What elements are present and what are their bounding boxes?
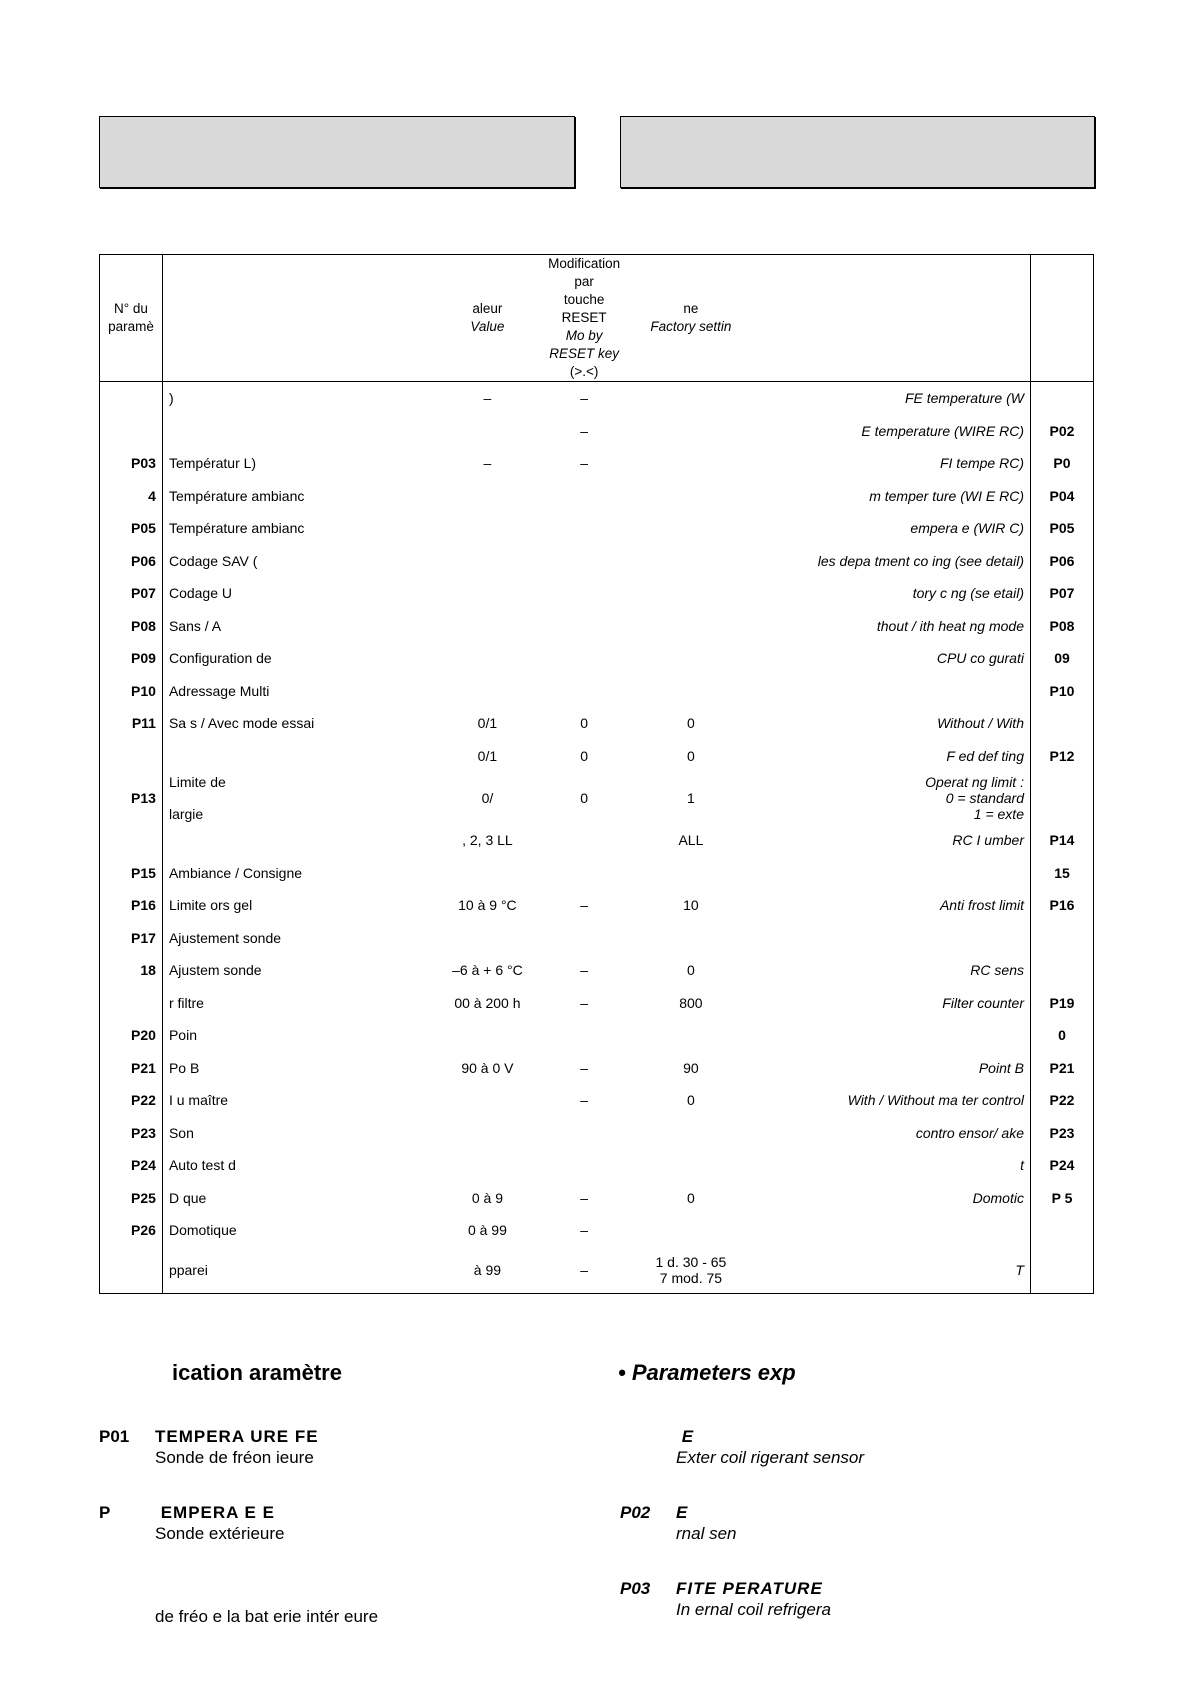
cell-param-id: P02 <box>1030 415 1093 448</box>
cell-description-fr: Adressage Multi <box>168 682 270 699</box>
cell-param-number: P10 <box>100 675 163 708</box>
cell-factory-setting: ALL <box>678 832 704 849</box>
cell-modification: – <box>580 1092 588 1109</box>
header-factory-en: Factory settin <box>650 319 732 334</box>
cell-factory-setting <box>635 1117 747 1150</box>
cell-param-number: P22 <box>100 1084 163 1117</box>
cell-factory-setting <box>635 480 747 513</box>
cell-description-fr: Température ambianc <box>168 487 305 504</box>
cell-description-fr: Limite de largie <box>168 774 226 822</box>
table-row <box>100 1117 1094 1150</box>
cell-description-en: les depa tment co ing (see detail) <box>817 552 1024 569</box>
param-code: P <box>99 1503 111 1522</box>
cell-param-number <box>100 382 163 415</box>
cell-value <box>441 642 533 675</box>
cell-modification <box>534 824 635 857</box>
table-row <box>100 610 1094 643</box>
cell-factory-setting: 90 <box>683 1059 699 1076</box>
cell-description-fr: ) <box>168 390 174 407</box>
cell-value: 0 à 9 <box>471 1189 503 1206</box>
cell-value <box>441 857 533 890</box>
param-name: E <box>676 1427 695 1446</box>
cell-param-id: 0 <box>1030 1019 1093 1052</box>
cell-factory-setting <box>635 857 747 890</box>
cell-param-id <box>1030 707 1093 740</box>
cell-description-fr <box>162 824 441 857</box>
cell-value <box>441 480 533 513</box>
cell-factory-setting: 10 <box>683 897 699 914</box>
cell-value: 0/ <box>481 790 494 806</box>
table-row <box>100 577 1094 610</box>
explanation-fr-0 <box>99 1426 319 1468</box>
cell-modification: – <box>534 1247 635 1294</box>
cell-param-number: P11 <box>100 707 163 740</box>
param-code: P01 <box>99 1427 130 1446</box>
cell-factory-setting <box>635 447 747 480</box>
param-name: FITE PERATURE <box>676 1579 823 1598</box>
cell-param-number: P13 <box>100 772 163 824</box>
header-value-fr: aleur <box>472 301 503 316</box>
cell-factory-setting <box>635 1214 747 1247</box>
table-row <box>100 480 1094 513</box>
cell-description-fr: Domotique <box>168 1222 237 1239</box>
cell-description-en: RC I umber <box>952 832 1024 849</box>
cell-param-id <box>1030 1214 1093 1247</box>
cell-factory-setting: 0 <box>687 1189 695 1206</box>
cell-description-en <box>747 1019 1030 1052</box>
table-row <box>100 922 1094 955</box>
cell-value: 0/1 <box>477 715 498 732</box>
cell-param-id: P23 <box>1030 1117 1093 1150</box>
cell-description-en: E temperature (WIRE RC) <box>861 422 1024 439</box>
cell-param-number: 18 <box>100 954 163 987</box>
param-code: P03 <box>620 1579 651 1598</box>
cell-modification <box>534 1117 635 1150</box>
cell-description-fr: Ajustem sonde <box>168 962 262 979</box>
table-row <box>100 1247 1094 1294</box>
cell-param-id: P04 <box>1030 480 1093 513</box>
cell-param-id: 15 <box>1030 857 1093 890</box>
cell-param-number: P21 <box>100 1052 163 1085</box>
cell-description-en: CPU co gurati <box>936 650 1024 667</box>
cell-description-en: tory c ng (se etail) <box>912 585 1024 602</box>
cell-modification: – <box>580 962 588 979</box>
cell-description-en: empera e (WIR C) <box>910 520 1024 537</box>
cell-param-number: 4 <box>100 480 163 513</box>
param-description: In ernal coil refrigera <box>676 1600 831 1619</box>
cell-factory-setting <box>635 545 747 578</box>
cell-param-id: P06 <box>1030 545 1093 578</box>
header-param-number: N° du paramè <box>100 255 163 382</box>
cell-description-en: m temper ture (WI E RC) <box>869 487 1024 504</box>
cell-value <box>441 512 533 545</box>
cell-param-id: P05 <box>1030 512 1093 545</box>
table-row <box>100 447 1094 480</box>
cell-factory-setting: 0 <box>687 747 695 764</box>
cell-param-id <box>1030 1247 1093 1294</box>
cell-param-number: P17 <box>100 922 163 955</box>
cell-factory-setting <box>635 675 747 708</box>
cell-factory-setting <box>635 642 747 675</box>
cell-modification <box>534 545 635 578</box>
cell-factory-setting: 1 <box>687 790 695 806</box>
cell-description-en: Filter counter <box>942 994 1024 1011</box>
explanation-fr-2 <box>99 1585 378 1627</box>
param-description: Exter coil rigerant sensor <box>676 1448 865 1467</box>
table-row <box>100 382 1094 415</box>
cell-param-number: P23 <box>100 1117 163 1150</box>
table-row <box>100 415 1094 448</box>
cell-value: à 99 <box>441 1247 533 1294</box>
cell-modification: 0 <box>580 747 588 764</box>
table-row <box>100 545 1094 578</box>
table-row <box>100 512 1094 545</box>
table-row <box>100 1214 1094 1247</box>
cell-description-en: Point B <box>978 1059 1024 1076</box>
cell-param-id: P16 <box>1030 889 1093 922</box>
cell-param-id: P24 <box>1030 1149 1093 1182</box>
table-row <box>100 954 1094 987</box>
cell-param-id: P21 <box>1030 1052 1093 1085</box>
cell-factory-setting: 0 <box>687 1092 695 1109</box>
cell-param-id <box>1030 922 1093 955</box>
cell-factory-setting <box>635 1149 747 1182</box>
cell-value: 90 à 0 V <box>461 1059 514 1076</box>
cell-param-number: P15 <box>100 857 163 890</box>
cell-value: 00 à 200 h <box>454 994 521 1011</box>
cell-description-fr: D que <box>168 1189 207 1206</box>
param-name: TEMPERA URE FE <box>155 1427 319 1446</box>
cell-description-en <box>747 1214 1030 1247</box>
cell-param-number: P03 <box>100 447 163 480</box>
cell-param-number <box>100 1247 163 1294</box>
cell-modification: 0 <box>580 790 588 806</box>
explanation-en-2 <box>620 1578 831 1620</box>
table-row <box>100 642 1094 675</box>
table-row <box>100 675 1094 708</box>
cell-description-fr: Codage SAV ( <box>168 552 258 569</box>
cell-description-en: F ed def ting <box>946 747 1024 764</box>
cell-modification: – <box>580 1059 588 1076</box>
header-modification-key: (>.<) <box>569 364 599 379</box>
cell-value: 0 à 99 <box>467 1222 507 1239</box>
cell-param-number: P20 <box>100 1019 163 1052</box>
cell-factory-setting: 0 <box>687 962 695 979</box>
header-modification <box>534 255 635 382</box>
table-header-row <box>100 255 1094 382</box>
table-row <box>100 1149 1094 1182</box>
header-factory <box>635 255 747 382</box>
cell-description-en: FE temperature (W <box>904 390 1024 407</box>
cell-description-fr: Sans / A <box>168 617 222 634</box>
cell-modification <box>534 857 635 890</box>
cell-value: –6 à + 6 °C <box>452 962 523 979</box>
cell-param-number: P05 <box>100 512 163 545</box>
cell-param-id: P10 <box>1030 675 1093 708</box>
cell-description-fr: Ajustement sonde <box>168 929 282 946</box>
cell-param-id <box>1030 382 1093 415</box>
table-row <box>100 857 1094 890</box>
explanation-en-1 <box>620 1502 736 1544</box>
cell-modification <box>534 610 635 643</box>
cell-value <box>441 1149 533 1182</box>
cell-value: 0/1 <box>477 747 498 764</box>
param-description: Sonde de fréon ieure <box>155 1448 314 1467</box>
param-name: E <box>676 1503 689 1522</box>
cell-factory-setting: 800 <box>679 994 703 1011</box>
cell-factory-setting <box>635 512 747 545</box>
cell-param-id: P0 <box>1030 447 1093 480</box>
cell-description-fr: I u maître <box>168 1092 229 1109</box>
cell-factory-setting <box>635 415 747 448</box>
cell-param-number: P09 <box>100 642 163 675</box>
cell-description-fr: Configuration de <box>168 650 272 667</box>
cell-param-number: P25 <box>100 1182 163 1215</box>
cell-factory-setting <box>635 1019 747 1052</box>
cell-description-fr: Température ambianc <box>168 520 305 537</box>
cell-param-id: P 5 <box>1030 1182 1093 1215</box>
cell-factory-setting <box>635 382 747 415</box>
cell-modification: – <box>580 1222 588 1239</box>
explanation-title-en: • Parameters exp <box>618 1360 796 1385</box>
cell-value <box>441 545 533 578</box>
cell-value <box>441 415 533 448</box>
cell-description-en: contro ensor/ ake <box>915 1124 1024 1141</box>
cell-param-number <box>100 987 163 1020</box>
table-row <box>100 987 1094 1020</box>
header-param-id <box>1030 255 1093 382</box>
cell-value: 10 à 9 °C <box>458 897 517 914</box>
cell-description-fr: Son <box>168 1124 194 1141</box>
cell-description-fr: pparei <box>162 1247 441 1294</box>
cell-param-number <box>100 824 163 857</box>
table-row <box>100 889 1094 922</box>
cell-description-en: thout / ith heat ng mode <box>876 617 1024 634</box>
cell-modification: 0 <box>580 715 588 732</box>
cell-param-number <box>100 415 163 448</box>
cell-description-fr <box>162 415 441 448</box>
explanation-title-fr: ication aramètre <box>172 1360 342 1385</box>
header-modification-en: Mo by RESET key <box>549 328 619 361</box>
cell-factory-setting <box>635 577 747 610</box>
table-row <box>100 740 1094 773</box>
cell-description-en <box>747 675 1030 708</box>
cell-value <box>441 922 533 955</box>
cell-param-id: P12 <box>1030 740 1093 773</box>
cell-value: – <box>483 455 492 472</box>
cell-modification: – <box>580 897 588 914</box>
cell-param-id: P07 <box>1030 577 1093 610</box>
header-description-en <box>747 255 1030 382</box>
cell-value <box>441 1084 533 1117</box>
table-row <box>100 772 1094 824</box>
cell-modification: – <box>580 1189 588 1206</box>
cell-modification: – <box>580 994 588 1011</box>
parameters-table <box>99 254 1094 1294</box>
cell-description-fr: Températur L) <box>168 455 257 472</box>
cell-param-id: P14 <box>1030 824 1093 857</box>
cell-factory-setting <box>635 610 747 643</box>
cell-param-number: P07 <box>100 577 163 610</box>
param-code: P02 <box>620 1503 651 1522</box>
cell-param-number: P06 <box>100 545 163 578</box>
param-name: EMPERA E E <box>155 1503 275 1522</box>
cell-description-fr: Po B <box>168 1059 200 1076</box>
cell-modification <box>534 922 635 955</box>
header-description-fr <box>162 255 441 382</box>
cell-param-number: P24 <box>100 1149 163 1182</box>
table-row <box>100 707 1094 740</box>
cell-description-en <box>747 857 1030 890</box>
cell-param-id <box>1030 772 1093 824</box>
cell-modification: – <box>580 455 588 472</box>
cell-modification <box>534 642 635 675</box>
param-description: rnal sen <box>676 1524 737 1543</box>
cell-modification <box>534 1149 635 1182</box>
cell-description-en: Operat ng limit : 0 = standard 1 = exte <box>925 774 1024 822</box>
table-row <box>100 1084 1094 1117</box>
cell-param-number: P08 <box>100 610 163 643</box>
cell-description-en: RC sens <box>970 962 1024 979</box>
cell-modification <box>534 675 635 708</box>
cell-factory-setting: 0 <box>687 715 695 732</box>
cell-param-number <box>100 740 163 773</box>
cell-modification <box>534 1019 635 1052</box>
cell-description-fr: Poin <box>168 1027 197 1044</box>
cell-param-number: P26 <box>100 1214 163 1247</box>
cell-value <box>441 1117 533 1150</box>
cell-modification <box>534 480 635 513</box>
cell-modification <box>534 512 635 545</box>
cell-description-fr: Sa s / Avec mode essai <box>168 715 315 732</box>
cell-param-id: P08 <box>1030 610 1093 643</box>
cell-value: , 2, 3 LL <box>462 832 513 849</box>
header-value-en: Value <box>470 319 505 334</box>
cell-description-en: Without / With <box>937 715 1024 732</box>
cell-description-fr: Codage U <box>168 585 232 602</box>
cell-description-fr: Ambiance / Consigne <box>168 864 303 881</box>
cell-description-fr <box>162 740 441 773</box>
cell-description-fr: r filtre <box>168 994 204 1011</box>
cell-param-id: P19 <box>1030 987 1093 1020</box>
header-box-right <box>620 116 1095 188</box>
explanation-en-0 <box>620 1426 864 1468</box>
param-description: de fréo e la bat erie intér eure <box>155 1607 379 1626</box>
cell-value <box>441 675 533 708</box>
cell-param-id: 09 <box>1030 642 1093 675</box>
cell-description-en: Anti frost limit <box>939 897 1024 914</box>
cell-value: – <box>483 390 492 407</box>
cell-value <box>441 610 533 643</box>
cell-param-id: P22 <box>1030 1084 1093 1117</box>
header-value <box>441 255 533 382</box>
cell-modification: – <box>580 422 588 439</box>
table-row <box>100 1052 1094 1085</box>
cell-factory-setting: 1 d. 30 - 65 7 mod. 75 <box>635 1247 747 1294</box>
cell-description-en: FI tempe RC) <box>939 455 1024 472</box>
cell-modification: – <box>580 390 588 407</box>
cell-description-en: With / Without ma ter control <box>847 1092 1024 1109</box>
param-description: Sonde extérieure <box>155 1524 285 1543</box>
cell-description-fr: Limite ors gel <box>168 897 253 914</box>
explanation-fr-1 <box>99 1502 284 1544</box>
header-modification-fr: Modification par touche RESET <box>548 256 621 325</box>
cell-value <box>441 1019 533 1052</box>
cell-description-en: t <box>1020 1157 1024 1174</box>
cell-factory-setting <box>635 922 747 955</box>
cell-description-en <box>747 922 1030 955</box>
cell-description-en: T <box>747 1247 1030 1294</box>
cell-param-number: P16 <box>100 889 163 922</box>
table-row <box>100 1019 1094 1052</box>
table-row <box>100 824 1094 857</box>
cell-description-en: Domotic <box>972 1189 1024 1206</box>
header-factory-fr: ne <box>683 301 699 316</box>
table-row <box>100 1182 1094 1215</box>
cell-value <box>441 577 533 610</box>
cell-param-id <box>1030 954 1093 987</box>
cell-modification <box>534 577 635 610</box>
header-box-left <box>99 116 575 188</box>
cell-description-fr: Auto test d <box>168 1157 236 1174</box>
